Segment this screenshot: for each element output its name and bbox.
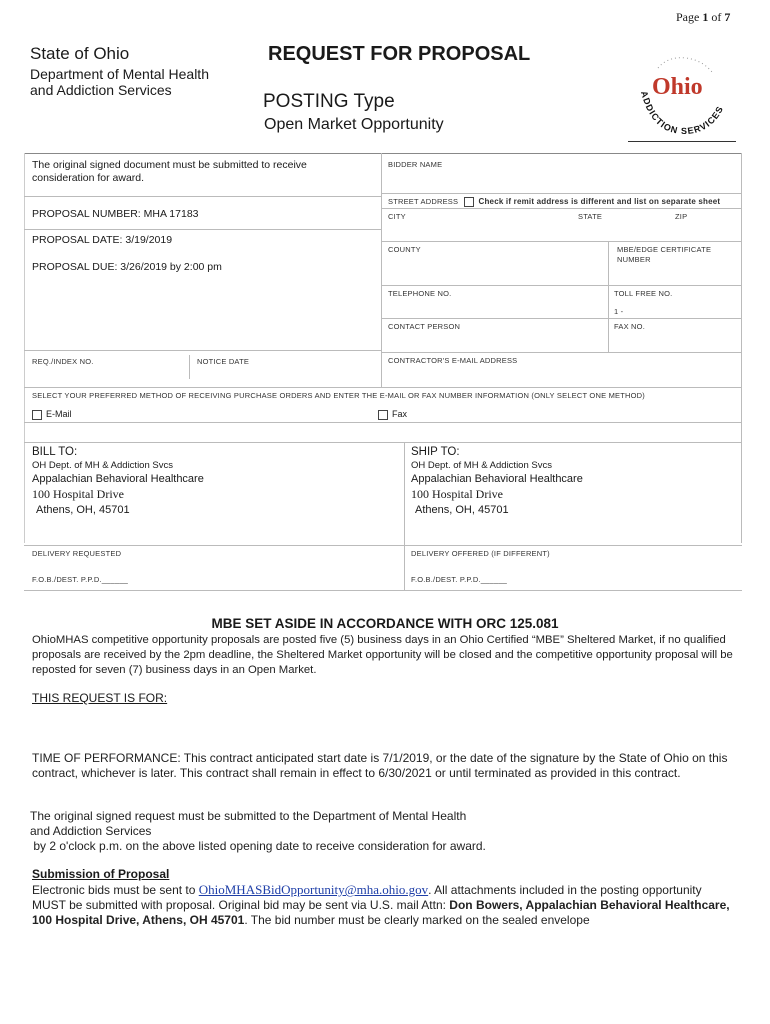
bidder-divider-6 (381, 352, 741, 353)
page-title: REQUEST FOR PROPOSAL (268, 43, 531, 65)
contact-person-label: CONTACT PERSON (388, 322, 461, 331)
posting-type-label: POSTING Type (263, 91, 395, 112)
bidder-name-field[interactable] (382, 168, 740, 192)
address-divider-v (404, 442, 405, 590)
method-instruction: SELECT YOUR PREFERRED METHOD OF RECEIVING PURCHASE ORDERS AND ENTER THE E-MAIL OR FAX NUMBER INFORMATION (ONLY SELECT ONE METHOD) (32, 391, 645, 400)
toll-free-value: 1 - (614, 307, 624, 316)
form-top-border (24, 153, 742, 154)
submission-heading: Submission of Proposal (32, 867, 170, 881)
submit-notice: The original signed document must be submitted to receive consideration for award. (32, 159, 307, 184)
ship-to-line-2: Appalachian Behavioral Healthcare (411, 473, 583, 485)
bidder-divider-5 (381, 318, 741, 319)
ship-to-line-4: Athens, OH, 45701 (415, 504, 509, 516)
submission-text: Electronic bids must be sent to OhioMHASBidOpportunity@mha.ohio.gov. All attachments included in the posting opportunity MUST be submitted with proposal. Original bid may be sent via U.S. mail Attn: Don Bowers, Appalachian Behavioral Healthcare, 100 Hospital Drive, Athens, OH 45701. The bid number must be clearly marked on the sealed envelope (32, 882, 730, 927)
toll-free-label: TOLL FREE NO. (614, 289, 673, 298)
bill-to-block (32, 446, 204, 516)
agency-state: State of Ohio (30, 44, 130, 63)
county-label: COUNTY (388, 245, 421, 254)
zip-label: ZIP (675, 212, 688, 221)
bid-email-link[interactable]: OhioMHASBidOpportunity@mha.ohio.gov (198, 882, 429, 897)
method-divider-bottom (24, 442, 742, 443)
ship-to-line-3: 100 Hospital Drive (411, 487, 503, 501)
notice-date-label: NOTICE DATE (197, 357, 250, 366)
svg-text:ADDICTION SERVICES: ADDICTION SERVICES (638, 89, 726, 137)
bidder-divider-2 (381, 208, 741, 209)
fob-right: F.O.B./DEST. P.P.D.______ (411, 575, 508, 584)
delivery-divider (24, 545, 742, 546)
page-number: Page 1 of 7 (676, 10, 731, 24)
delivery-requested-label: DELIVERY REQUESTED (32, 549, 122, 558)
time-of-performance: TIME OF PERFORMANCE: This contract anticipated start date is 7/1/2019, or the date of the signature by the State of Ohio on this contract, whichever is later. This contract shall remain in effect to 6/30/2021 or until terminated as provided in this contract. (32, 751, 728, 780)
agency-dept-2: and Addiction Services (30, 82, 172, 98)
bidder-divider-3 (381, 241, 741, 242)
signed-request-line-2: and Addiction Services (30, 824, 152, 838)
left-divider-1 (24, 196, 381, 197)
signed-request-line-1: The original signed request must be submitted to the Department of Mental Health (30, 809, 467, 823)
state-label: STATE (578, 212, 603, 221)
left-divider-v (189, 355, 190, 379)
req-index-label: REQ./INDEX NO. (32, 357, 94, 366)
street-address-label: STREET ADDRESS Check if remit address is different and list on separate sheet (388, 197, 721, 206)
logo-ohio-word: Ohio (652, 74, 703, 100)
remit-address-checkbox[interactable] (464, 197, 474, 207)
form-bottom-border (24, 590, 742, 591)
logo-underline (628, 141, 736, 142)
mbe-divider-v (608, 241, 609, 285)
bidder-name-label: BIDDER NAME (388, 160, 443, 169)
fax-no-label: FAX NO. (614, 322, 645, 331)
form-left-border (24, 153, 25, 543)
email-address-label: CONTRACTOR'S E-MAIL ADDRESS (388, 356, 518, 365)
agency-block (30, 44, 209, 98)
ship-to-line-1: OH Dept. of MH & Addiction Svcs (411, 460, 552, 471)
bill-to-line-1: OH Dept. of MH & Addiction Svcs (32, 460, 173, 471)
ohio-addiction-services-logo (628, 46, 740, 142)
proposal-due: PROPOSAL DUE: 3/26/2019 by 2:00 pm (32, 261, 222, 273)
fob-left: F.O.B./DEST. P.P.D.______ (32, 575, 129, 584)
agency-dept: Department of Mental Health (30, 66, 209, 82)
request-for-label: THIS REQUEST IS FOR: (32, 691, 168, 705)
proposal-number: PROPOSAL NUMBER: MHA 17183 (32, 208, 199, 220)
phone-divider-v (608, 285, 609, 353)
bill-to-line-4: Athens, OH, 45701 (36, 504, 130, 516)
mbe-heading: MBE SET ASIDE IN ACCORDANCE WITH ORC 125.081 (211, 616, 559, 631)
method-divider-top (24, 387, 742, 388)
telephone-label: TELEPHONE NO. (388, 289, 452, 298)
signed-request-line-3: by 2 o'clock p.m. on the above listed opening date to receive consideration for award. (30, 839, 486, 853)
proposal-date: PROPOSAL DATE: 3/19/2019 (32, 234, 173, 246)
email-checkbox[interactable] (32, 410, 42, 420)
ship-to-label: SHIP TO: (411, 446, 460, 458)
signed-request-notice (30, 809, 730, 854)
bidder-divider-1 (381, 193, 741, 194)
form-right-border (741, 153, 742, 543)
posting-type-value: Open Market Opportunity (264, 116, 444, 133)
bill-to-line-2: Appalachian Behavioral Healthcare (32, 473, 204, 485)
city-label: CITY (388, 212, 406, 221)
ship-to-block (411, 446, 583, 516)
left-divider-3 (24, 350, 381, 351)
bill-to-label: BILL TO: (32, 446, 78, 458)
method-email-option[interactable]: E-Mail (32, 409, 72, 420)
bill-to-line-3: 100 Hospital Drive (32, 487, 124, 501)
mbe-text: OhioMHAS competitive opportunity proposals are posted five (5) business days in an Ohio Certified “MBE” Sheltered Market, if no qualified proposals are received by the 2pm deadline, the Sheltered Market opportunity will be closed and the competitive opportunity proposal will be reposted for seven (7) business days in an Open Market. (32, 634, 733, 676)
mbe-cert-label: MBE/EDGE CERTIFICATE NUMBER (617, 245, 712, 264)
bidder-divider-4 (381, 285, 741, 286)
left-divider-2 (24, 229, 381, 230)
delivery-offered-label: DELIVERY OFFERED (IF DIFFERENT) (411, 549, 550, 558)
fax-checkbox[interactable] (378, 410, 388, 420)
method-divider-mid (24, 422, 742, 423)
method-fax-option[interactable]: Fax (378, 409, 407, 420)
